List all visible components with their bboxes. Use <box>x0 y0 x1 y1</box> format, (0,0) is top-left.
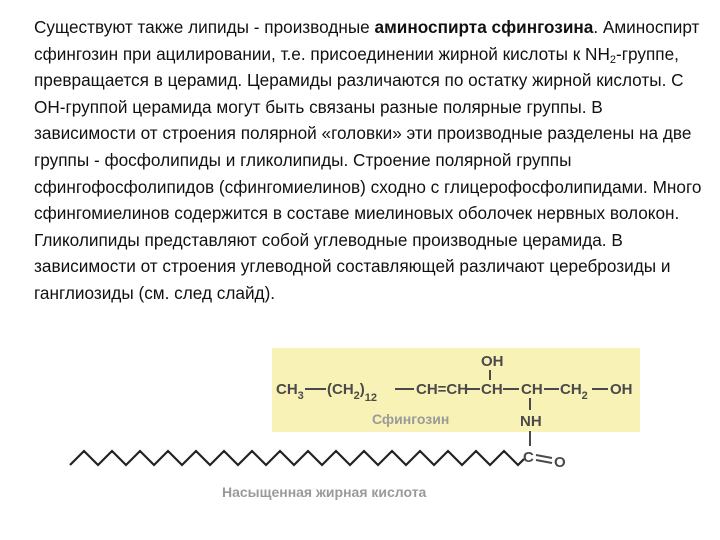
fatty-acid-label: Насыщенная жирная кислота <box>222 484 427 500</box>
carbonyl-bond-b <box>536 460 552 463</box>
ch-nh-carbon: CH <box>521 381 543 398</box>
ceramide-text: -группе, превращается в церамид. Церамиды различаются по остатку жирной кислоты. С ОН-группой церамида могут быть связаны разные полярные группы. В зависимости от строения полярной «головки» эти производные разделены на две группы - фосфолипиды и гликолипиды. Строение полярной группы сфингофосфолипидов (сфингомиелинов) сходно с глицерофосфолипидами. Много сфингомиелинов содержится в составе миелиновых оболочек нервных волокон. Гликолипиды представляют собой углеводные производные церамида. В зависимости от строения углеводной составляющей различают цереброзиды и ганглиозиды (см. след слайд). <box>34 43 702 303</box>
carbonyl-carbon: C <box>523 449 534 466</box>
double-bond-group: CH=CH <box>416 381 469 398</box>
oh-top: OH <box>481 353 504 370</box>
sphingosine-formula: $CH_3$ <box>276 381 304 402</box>
carbonyl-bond-a <box>536 455 552 458</box>
ch2-end: $CH_2$ <box>560 381 588 402</box>
sphingosine-term: аминоспирта сфингозина <box>374 17 594 37</box>
nh-subscript: 2 <box>609 53 617 66</box>
intro-text: Существуют также липиды - производные <box>34 17 375 37</box>
sphingosine-label: Сфингозин <box>372 411 450 427</box>
ch-oh-carbon: CH <box>481 381 503 398</box>
carbonyl-oxygen: O <box>554 454 566 471</box>
acylation-text: . Аминоспирт сфингозин при ацилировании, т.е. присоединении жирной кислоты к NH <box>34 17 700 64</box>
oh-end: OH <box>610 381 633 398</box>
fatty-acid-chain <box>70 451 524 465</box>
nh-group: NH <box>520 413 542 430</box>
ch2-repeat: $(CH_2)_{12}$ <box>327 381 378 404</box>
